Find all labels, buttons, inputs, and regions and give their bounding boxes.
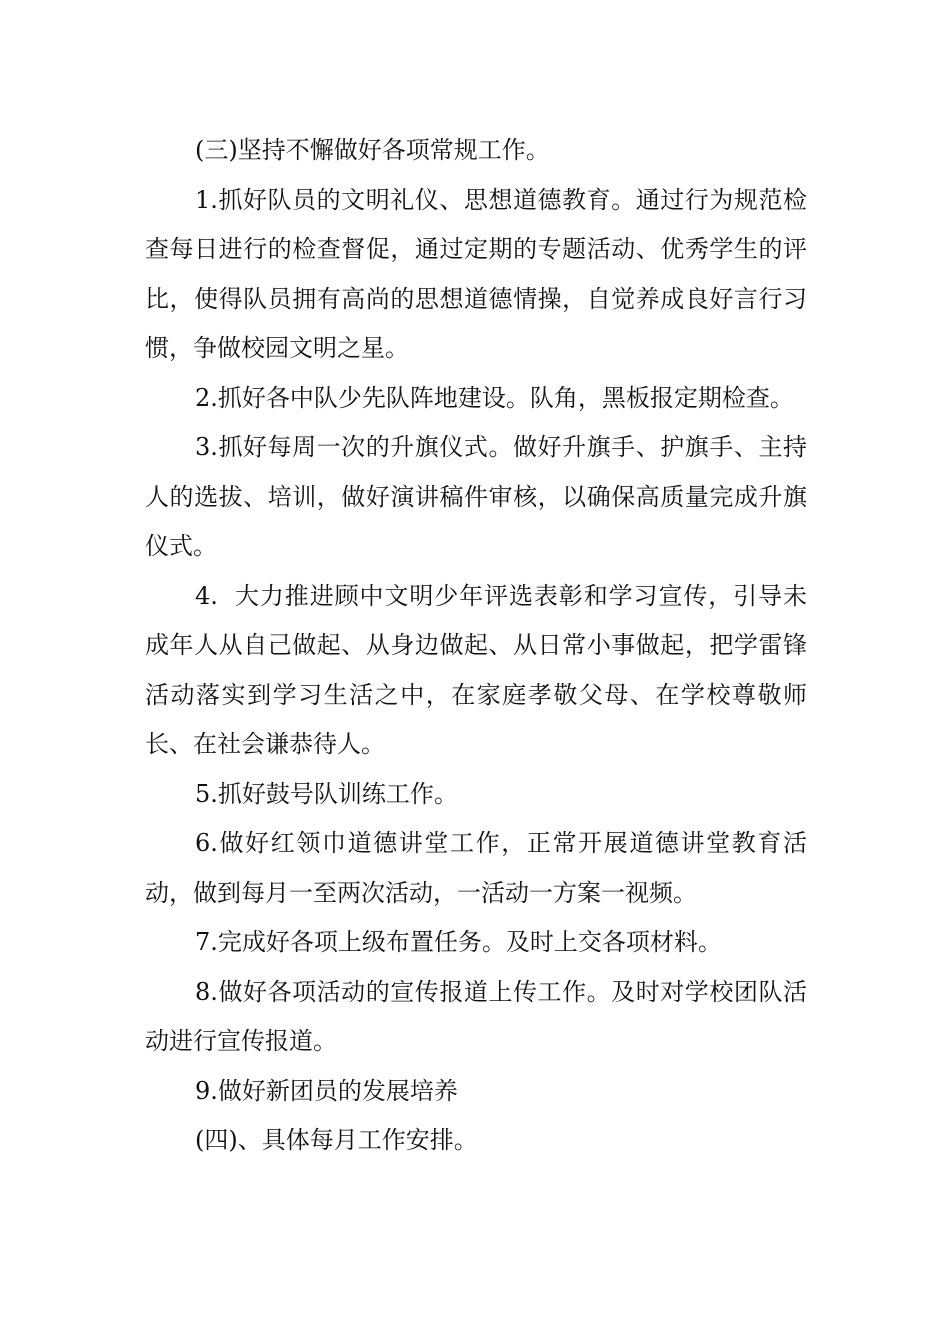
- list-item-7: 7.完成好各项上级布置任务。及时上交各项材料。: [195, 928, 722, 956]
- section-heading-3: (三)坚持不懈做好各项常规工作。: [195, 136, 550, 164]
- list-item-5: 5.抓好鼓号队训练工作。: [195, 779, 458, 808]
- list-item-4: 4. 大力推进顾中文明少年评选表彰和学习宣传，引导未成年人从自己做起、从身边做起、从日常小事做起，把学雷锋活动落实到学习生活之中，在家庭孝敬父母、在学校尊敬师长、在社会谦恭待人。: [145, 581, 807, 758]
- list-item-3: 3.抓好每周一次的升旗仪式。做好升旗手、护旗手、主持人的选拔、培训，做好演讲稿件审核，以确保高质量完成升旗仪式。: [145, 433, 807, 560]
- section-heading-4: (四)、具体每月工作安排。: [195, 1126, 478, 1154]
- list-item-2: 2.抓好各中队少先队阵地建设。队角，黑板报定期检查。: [195, 383, 794, 412]
- document-body: [145, 126, 807, 1166]
- list-item-1: 1.抓好队员的文明礼仪、思想道德教育。通过行为规范检查每日进行的检查督促，通过定期的专题活动、优秀学生的评比，使得队员拥有高尚的思想道德情操，自觉养成良好言行习惯，争做校园文明之星。: [145, 185, 807, 362]
- list-item-8: 8.做好各项活动的宣传报道上传工作。及时对学校团队活动进行宣传报道。: [145, 977, 807, 1055]
- list-item-6: 6.做好红领巾道德讲堂工作，正常开展道德讲堂教育活动，做到每月一至两次活动，一活动一方案一视频。: [145, 829, 807, 907]
- list-item-9: 9.做好新团员的发展培养: [195, 1076, 458, 1105]
